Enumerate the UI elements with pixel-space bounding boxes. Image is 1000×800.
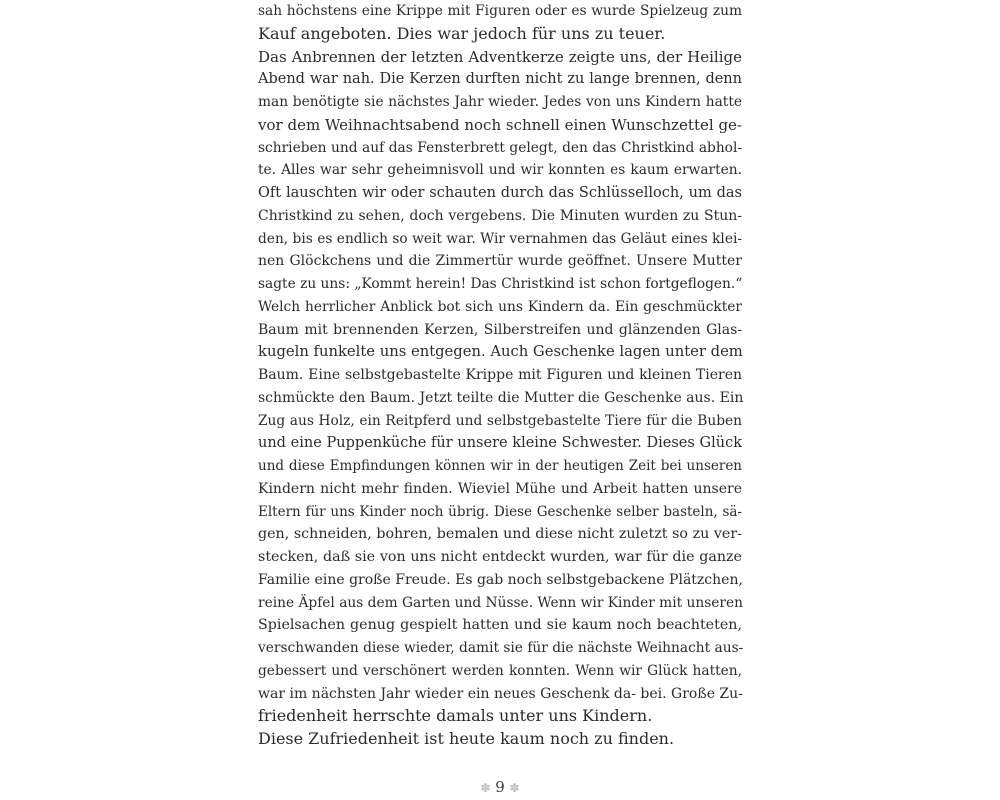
page-number-value: 9 — [495, 778, 505, 796]
text-line: Oft lauschten wir oder schauten durch das Schlüsselloch, um das — [258, 185, 742, 201]
text-line: man benötigte sie nächstes Jahr wieder. Jedes von uns Kindern hatte — [258, 94, 742, 110]
text-line: und eine Puppenküche für unsere kleine Schwester. Dieses Glück — [258, 435, 742, 452]
text-line: Abend war nah. Die Kerzen durften nicht zu lange brennen, denn — [258, 71, 742, 88]
text-line: Christkind zu sehen, doch vergebens. Die Minuten wurden zu Stun- — [258, 207, 742, 224]
text-line: sagte zu uns: „Kommt herein! Das Christkind ist schon fortgeflogen.“ — [258, 276, 743, 292]
text-line: sah höchstens eine Krippe mit Figuren oder es wurde Spielzeug zum — [258, 3, 742, 19]
text-line: Eltern für uns Kinder noch übrig. Diese Geschenke selber basteln, sä- — [258, 503, 742, 520]
text-line: te. Alles war sehr geheimnisvoll und wir konnten es kaum erwarten. — [258, 162, 742, 179]
text-line: Spielsachen genug gespielt hatten und sie kaum noch beachteten, — [258, 617, 742, 634]
page-number — [470, 778, 530, 796]
text-line: friedenheit herrschte damals unter uns Kindern. — [258, 706, 653, 726]
text-line: und diese Empfindungen können wir in der heutigen Zeit bei unseren — [258, 458, 742, 474]
text-line: gen, schneiden, bohren, bemalen und diese nicht zuletzt so zu ver- — [258, 526, 742, 543]
left-ornament-icon: ✽ — [480, 781, 491, 795]
text-line: war im nächsten Jahr wieder ein neues Geschenk da- bei. Große Zu- — [258, 685, 743, 702]
text-line: kugeln funkelte uns entgegen. Auch Geschenke lagen unter dem — [258, 343, 743, 361]
text-line: den, bis es endlich so weit war. Wir vernahmen das Geläut eines klei- — [258, 230, 742, 247]
right-ornament-icon: ✽ — [509, 781, 520, 795]
text-line: reine Äpfel aus dem Garten und Nüsse. Wenn wir Kinder mit unseren — [258, 594, 743, 611]
text-line: Zug aus Holz, ein Reitpferd und selbstgebastelte Tiere für die Buben — [258, 412, 742, 429]
text-line: Welch herrlicher Anblick bot sich uns Kindern da. Ein geschmückter — [258, 298, 742, 315]
text-line: verschwanden diese wieder, damit sie für die nächste Weihnacht aus- — [258, 640, 744, 656]
text-line: vor dem Weihnachtsabend noch schnell einen Wunschzettel ge- — [258, 115, 742, 134]
text-line: gebessert und verschönert werden konnten. Wenn wir Glück hatten, — [258, 662, 742, 679]
body-text — [258, 0, 742, 751]
text-line: Das Anbrennen der letzten Adventkerze zeigte uns, der Heilige — [258, 47, 742, 66]
text-line: stecken, daß sie von uns nicht entdeckt wurden, war für die ganze — [258, 549, 742, 565]
text-line: Familie eine große Freude. Es gab noch selbstgebackene Plätzchen, — [258, 571, 743, 588]
text-line: schrieben und auf das Fensterbrett gelegt, den das Christkind abhol- — [258, 139, 742, 156]
text-line: Kauf angeboten. Dies war jedoch für uns zu teuer. — [258, 23, 666, 43]
text-line: Baum. Eine selbstgebastelte Krippe mit Figuren und kleinen Tieren — [258, 367, 742, 383]
text-line: Kindern nicht mehr finden. Wieviel Mühe und Arbeit hatten unsere — [258, 480, 742, 497]
text-line: nen Glöckchens und die Zimmertür wurde geöffnet. Unsere Mutter — [258, 253, 742, 270]
text-line: Baum mit brennenden Kerzen, Silberstreifen und glänzenden Glas- — [258, 321, 742, 338]
text-line: schmückte den Baum. Jetzt teilte die Mutter die Geschenke aus. Ein — [258, 389, 744, 406]
text-line: Diese Zufriedenheit ist heute kaum noch zu finden. — [258, 729, 675, 748]
